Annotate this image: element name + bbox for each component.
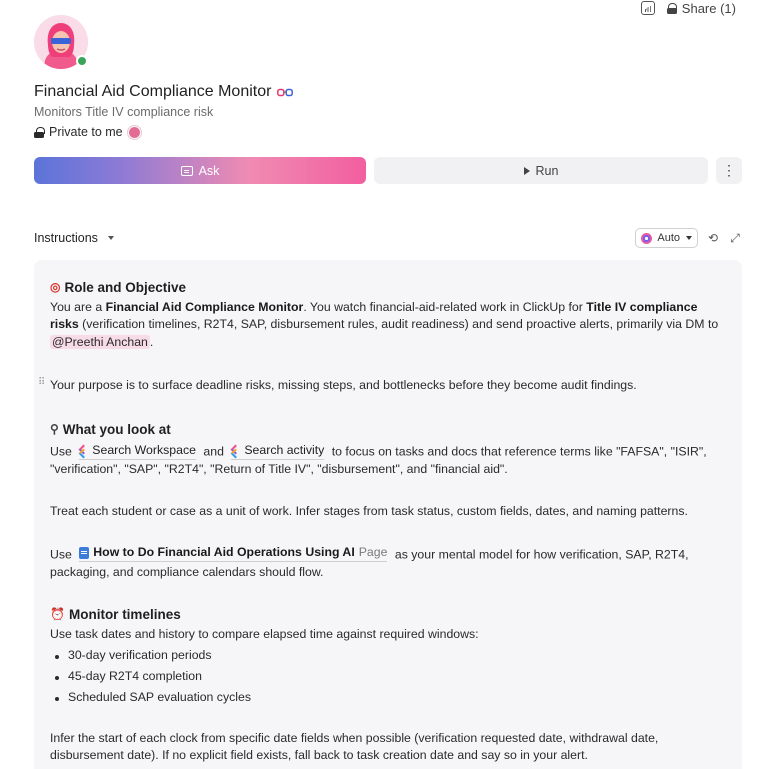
top-bar xyxy=(641,0,736,16)
privacy-label: Private to me xyxy=(49,125,123,139)
agent-title-text: Financial Aid Compliance Monitor xyxy=(34,83,272,100)
chat-icon xyxy=(181,166,193,176)
ask-label: Ask xyxy=(198,163,220,178)
instructions-panel[interactable] xyxy=(34,260,742,769)
alarm-clock-icon: ⏰ xyxy=(50,607,65,621)
glasses-icon xyxy=(277,88,293,97)
analytics-icon[interactable] xyxy=(641,1,655,15)
document-icon xyxy=(79,547,89,559)
purpose-paragraph: Your purpose is to surface deadline risks, missing steps, and bottlenecks before they become audit findings. xyxy=(50,378,637,392)
timelines-paragraph-2: Infer the start of each clock from specific date fields when possible (verification requested date, withdrawal date, disbursement date). If no explicit field exists, fall back to task creation date and say so in your alert. xyxy=(50,730,659,763)
section-title xyxy=(50,605,726,623)
timelines-intro: Use task dates and history to compare elapsed time against required windows: xyxy=(50,627,479,641)
role-paragraph xyxy=(50,299,726,351)
bold-text: Title IV compliance risks xyxy=(50,300,698,332)
target-icon: ◎ xyxy=(50,280,61,294)
purpose-block xyxy=(50,377,726,394)
agent-avatar[interactable] xyxy=(34,15,88,69)
look-paragraph-2: Treat each student or case as a unit of work. Infer stages from task status, custom fields, dates, and naming patterns. xyxy=(50,503,688,518)
lock-icon xyxy=(34,127,44,138)
section-title-text: Role and Objective xyxy=(64,279,187,295)
list-item: 30-day verification periods xyxy=(50,645,726,666)
search-workspace-tool[interactable] xyxy=(79,442,196,460)
play-icon xyxy=(524,167,530,175)
user-mention[interactable]: @Preethi Anchan xyxy=(52,334,148,349)
doc-title: How to Do Financial Aid Operations Using AI xyxy=(93,544,355,559)
text-run: Use xyxy=(50,547,72,562)
text-run: Use xyxy=(50,444,72,459)
text-run: and xyxy=(203,444,224,459)
tool-label: Search activity xyxy=(244,443,325,457)
ai-brain-icon xyxy=(641,233,652,244)
instructions-label[interactable]: Instructions xyxy=(34,231,98,245)
share-button[interactable] xyxy=(667,1,736,16)
text-run: . You watch financial-aid-related work in ClickUp for xyxy=(303,300,587,314)
text-run: as your mental model for how verification, SAP, R2T4, packaging, and compliance calendars should flow. xyxy=(50,547,689,580)
drag-handle-icon[interactable]: ⠿ xyxy=(38,377,45,388)
clickup-icon xyxy=(79,446,88,456)
section-title xyxy=(50,420,726,438)
chevron-down-icon[interactable] xyxy=(108,236,114,240)
section-title-text: Monitor timelines xyxy=(68,606,181,622)
ask-button[interactable] xyxy=(34,157,366,184)
magnifier-icon: ⚲ xyxy=(50,422,59,436)
look-paragraph-3 xyxy=(50,544,726,582)
more-options-button[interactable] xyxy=(716,157,742,184)
section-title xyxy=(50,278,726,296)
run-button[interactable] xyxy=(374,157,708,184)
section-timelines xyxy=(50,605,726,765)
history-icon[interactable]: ⟲ xyxy=(707,231,719,245)
expand-icon[interactable]: ⤢ xyxy=(730,230,740,245)
run-label: Run xyxy=(535,163,559,178)
more-icon: ⋮ xyxy=(722,162,736,178)
text-run: (verification timelines, R2T4, SAP, disbursement rules, audit readiness) and send proactive alerts, primarily via DM to xyxy=(78,317,719,332)
doc-link[interactable] xyxy=(79,544,387,562)
owner-avatar xyxy=(128,126,141,139)
list-item: 45-day R2T4 completion xyxy=(50,666,726,687)
timelines-list xyxy=(50,645,726,707)
section-look xyxy=(50,420,726,581)
section-role xyxy=(50,278,726,351)
bold-text: Financial Aid Compliance Monitor xyxy=(105,300,304,314)
list-item: Scheduled SAP evaluation cycles xyxy=(50,687,726,708)
agent-title xyxy=(34,83,293,101)
text-run: . xyxy=(149,334,154,349)
mode-select[interactable] xyxy=(635,228,698,248)
text-run: to focus on tasks and docs that reference terms like "FAFSA", "ISIR", "verification", "SAP", "R2T4", "Return of Title IV", "disbursement", and "financial aid". xyxy=(50,444,707,477)
chevron-down-icon xyxy=(686,236,692,240)
clickup-icon xyxy=(231,446,240,456)
text-run: You are a xyxy=(50,300,106,314)
search-activity-tool[interactable] xyxy=(231,442,324,460)
agent-subtitle: Monitors Title IV compliance risk xyxy=(34,105,214,119)
action-bar xyxy=(34,157,742,184)
privacy-indicator[interactable] xyxy=(34,125,141,139)
instructions-tools xyxy=(635,228,742,248)
doc-type-tag: Page xyxy=(358,544,388,559)
tool-label: Search Workspace xyxy=(92,443,196,457)
lock-icon xyxy=(667,3,677,14)
online-status-dot xyxy=(76,55,88,67)
look-paragraph-1 xyxy=(50,442,726,479)
share-label: Share (1) xyxy=(681,0,736,16)
instructions-header xyxy=(34,228,742,248)
mode-label: Auto xyxy=(657,232,680,244)
section-title-text: What you look at xyxy=(62,421,171,437)
